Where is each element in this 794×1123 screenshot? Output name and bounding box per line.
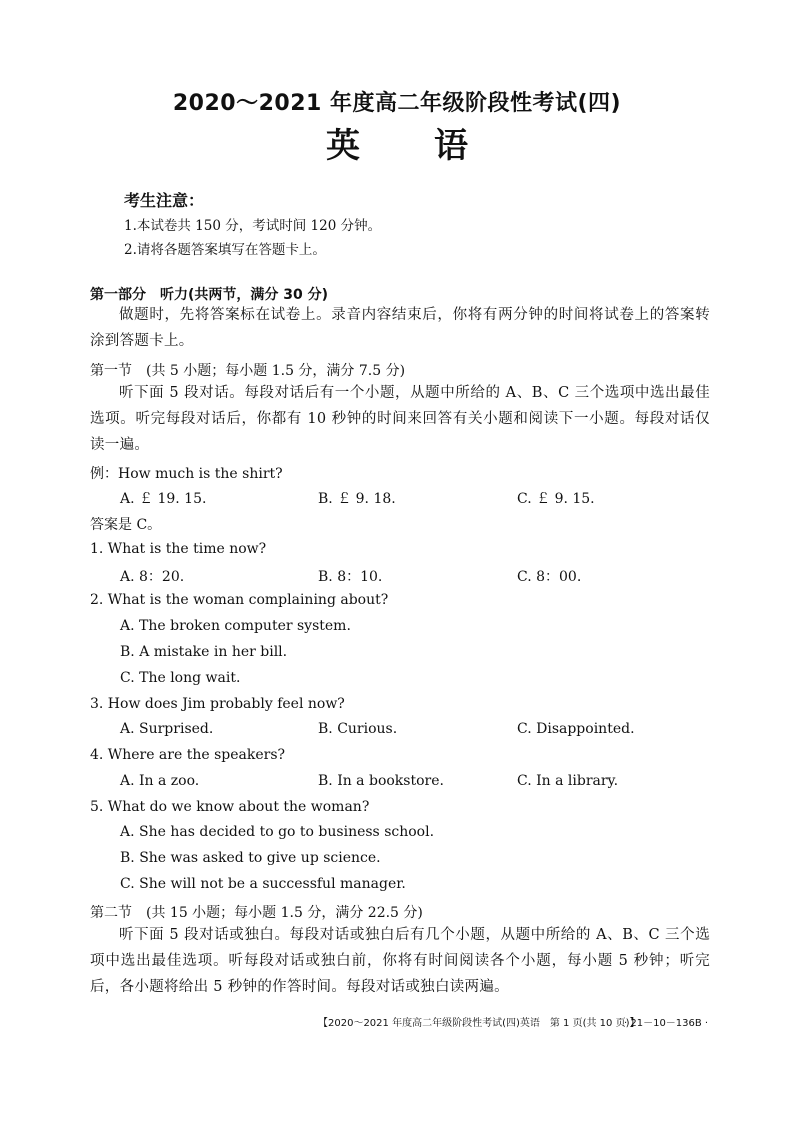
section2-heading: 第二节 (共 15 小题；每小题 1.5 分，满分 22.5 分) xyxy=(90,905,423,921)
notice-item: 1.本试卷共 150 分，考试时间 120 分钟。 xyxy=(124,218,382,234)
notice-heading: 考生注意： xyxy=(124,191,205,210)
exam-title: 2020～2021 年度高二年级阶段性考试(四) xyxy=(172,91,622,116)
section2-intro: 听下面 5 段对话或独白。每段对话或独白后有几个小题，从题中所给的 A、B、C 三个选项中选出最佳选项。听每段对话或独白前，你将有时间阅读各个小题，每小题 5 秒钟；听完后，各小题将给出 5 秒钟的作答时间。每段对话或独白读两遍。 xyxy=(90,927,710,995)
page-footer: 【2020～2021 年度高二年级阶段性考试(四)英语 第 1 页(共 10 页)】 xyxy=(318,1018,640,1029)
question-option: A. 8：20. xyxy=(120,569,185,585)
example-option-c: C. ￡ 9. 15. xyxy=(517,491,595,507)
question-stem: 4. Where are the speakers? xyxy=(90,747,286,763)
question-option: C. She will not be a successful manager. xyxy=(120,876,406,892)
section1-intro: 听下面 5 段对话。每段对话后有一个小题，从题中所给的 A、B、C 三个选项中选出最佳选项。听完每段对话后，你都有 10 秒钟的时间来回答有关小题和阅读下一小题。每段对话仅读一遍。 xyxy=(90,385,710,453)
example-answer: 答案是 C。 xyxy=(90,517,162,533)
question-option: B. A mistake in her bill. xyxy=(120,644,288,660)
question-option: C. Disappointed. xyxy=(517,721,635,737)
question-option: A. The broken computer system. xyxy=(120,618,351,634)
part1-intro: 做题时，先将答案标在试卷上。录音内容结束后，你将有两分钟的时间将试卷上的答案转涂到答题卡上。 xyxy=(90,307,710,349)
question-stem: 2. What is the woman complaining about? xyxy=(90,592,389,608)
question-option: B. In a bookstore. xyxy=(318,773,444,789)
example-question: 例：How much is the shirt? xyxy=(90,466,283,482)
section1-heading: 第一节 (共 5 小题；每小题 1.5 分，满分 7.5 分) xyxy=(90,363,406,379)
question-option: B. Curious. xyxy=(318,721,398,737)
question-stem: 1. What is the time now? xyxy=(90,541,267,557)
question-option: C. 8：00. xyxy=(517,569,582,585)
question-option: C. The long wait. xyxy=(120,670,241,686)
question-option: C. In a library. xyxy=(517,773,619,789)
question-stem: 3. How does Jim probably feel now? xyxy=(90,696,345,712)
example-option-a: A. ￡ 19. 15. xyxy=(120,491,207,507)
paper-code: · 21－10－136B · xyxy=(624,1018,709,1029)
question-option: A. She has decided to go to business school. xyxy=(120,824,435,840)
question-option: B. She was asked to give up science. xyxy=(120,850,381,866)
example-option-b: B. ￡ 9. 18. xyxy=(318,491,396,507)
question-option: A. In a zoo. xyxy=(120,773,200,789)
question-option: B. 8：10. xyxy=(318,569,383,585)
notice-item: 2.请将各题答案填写在答题卡上。 xyxy=(124,242,326,258)
part1-heading: 第一部分 听力(共两节，满分 30 分) xyxy=(90,287,329,303)
question-stem: 5. What do we know about the woman? xyxy=(90,799,370,815)
subject-title: 英语 xyxy=(326,126,542,166)
question-option: A. Surprised. xyxy=(120,721,214,737)
